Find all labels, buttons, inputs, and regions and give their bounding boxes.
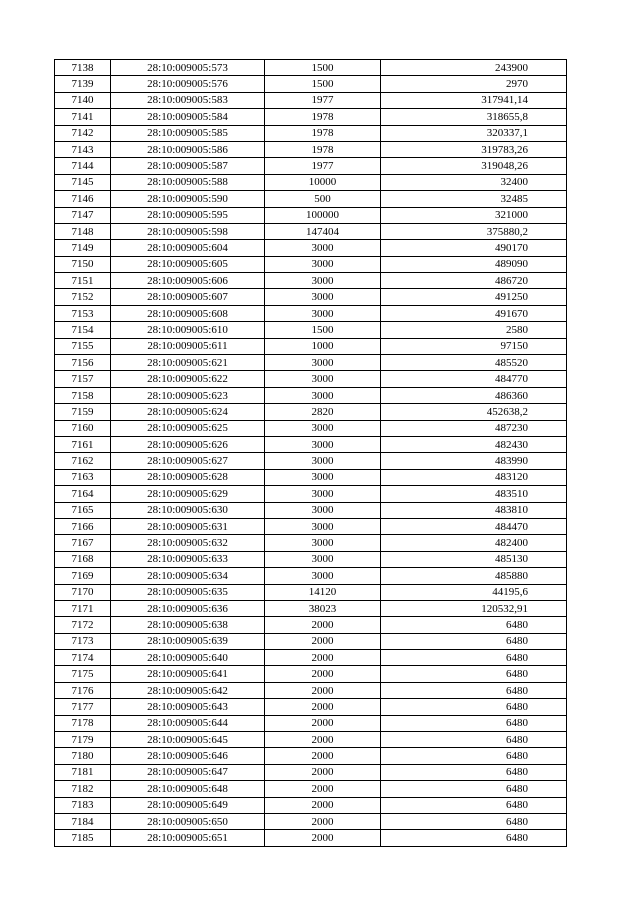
value-cell: 32485 [381, 191, 567, 207]
table-row [55, 732, 567, 748]
cadastral-number-cell: 28:10:009005:588 [111, 174, 265, 190]
cadastral-number-cell: 28:10:009005:632 [111, 535, 265, 551]
table-row [55, 92, 567, 108]
value-cell: 321000 [381, 207, 567, 223]
row-number-cell: 7144 [55, 158, 111, 174]
area-cell: 2000 [265, 781, 381, 797]
cadastral-number-cell: 28:10:009005:583 [111, 92, 265, 108]
row-number-cell: 7182 [55, 781, 111, 797]
value-cell: 483990 [381, 453, 567, 469]
table-row [55, 191, 567, 207]
table-row [55, 240, 567, 256]
area-cell: 2000 [265, 650, 381, 666]
cadastral-number-cell: 28:10:009005:598 [111, 223, 265, 239]
cadastral-number-cell: 28:10:009005:573 [111, 60, 265, 76]
table-row [55, 76, 567, 92]
value-cell: 6480 [381, 813, 567, 829]
value-cell: 320337,1 [381, 125, 567, 141]
row-number-cell: 7167 [55, 535, 111, 551]
cadastral-number-cell: 28:10:009005:638 [111, 617, 265, 633]
table-row [55, 371, 567, 387]
row-number-cell: 7143 [55, 141, 111, 157]
value-cell: 485880 [381, 568, 567, 584]
area-cell: 1500 [265, 60, 381, 76]
cadastral-number-cell: 28:10:009005:590 [111, 191, 265, 207]
value-cell: 6480 [381, 633, 567, 649]
table-row [55, 748, 567, 764]
row-number-cell: 7155 [55, 338, 111, 354]
table-row [55, 305, 567, 321]
row-number-cell: 7165 [55, 502, 111, 518]
row-number-cell: 7164 [55, 486, 111, 502]
value-cell: 32400 [381, 174, 567, 190]
table-row [55, 600, 567, 616]
row-number-cell: 7183 [55, 797, 111, 813]
cadastral-number-cell: 28:10:009005:651 [111, 830, 265, 846]
value-cell: 6480 [381, 732, 567, 748]
cadastral-number-cell: 28:10:009005:610 [111, 322, 265, 338]
value-cell: 6480 [381, 699, 567, 715]
row-number-cell: 7159 [55, 404, 111, 420]
table-row [55, 256, 567, 272]
row-number-cell: 7154 [55, 322, 111, 338]
area-cell: 1000 [265, 338, 381, 354]
cadastral-number-cell: 28:10:009005:640 [111, 650, 265, 666]
value-cell: 490170 [381, 240, 567, 256]
row-number-cell: 7140 [55, 92, 111, 108]
area-cell: 3000 [265, 273, 381, 289]
row-number-cell: 7148 [55, 223, 111, 239]
cadastral-number-cell: 28:10:009005:647 [111, 764, 265, 780]
table-row [55, 404, 567, 420]
value-cell: 452638,2 [381, 404, 567, 420]
cadastral-number-cell: 28:10:009005:644 [111, 715, 265, 731]
value-cell: 486360 [381, 387, 567, 403]
table-row [55, 338, 567, 354]
value-cell: 6480 [381, 748, 567, 764]
area-cell: 1500 [265, 322, 381, 338]
area-cell: 14120 [265, 584, 381, 600]
value-cell: 6480 [381, 682, 567, 698]
area-cell: 1977 [265, 158, 381, 174]
area-cell: 1978 [265, 141, 381, 157]
value-cell: 6480 [381, 781, 567, 797]
value-cell: 6480 [381, 617, 567, 633]
cadastral-number-cell: 28:10:009005:635 [111, 584, 265, 600]
cadastral-number-cell: 28:10:009005:628 [111, 469, 265, 485]
value-cell: 319783,26 [381, 141, 567, 157]
area-cell: 3000 [265, 469, 381, 485]
row-number-cell: 7158 [55, 387, 111, 403]
row-number-cell: 7181 [55, 764, 111, 780]
table-row [55, 387, 567, 403]
row-number-cell: 7160 [55, 420, 111, 436]
area-cell: 2000 [265, 732, 381, 748]
cadastral-number-cell: 28:10:009005:650 [111, 813, 265, 829]
data-table [54, 59, 567, 847]
value-cell: 482430 [381, 436, 567, 452]
area-cell: 3000 [265, 502, 381, 518]
cadastral-number-cell: 28:10:009005:636 [111, 600, 265, 616]
row-number-cell: 7166 [55, 518, 111, 534]
cadastral-number-cell: 28:10:009005:604 [111, 240, 265, 256]
row-number-cell: 7149 [55, 240, 111, 256]
area-cell: 3000 [265, 518, 381, 534]
area-cell: 3000 [265, 436, 381, 452]
area-cell: 3000 [265, 256, 381, 272]
table-row [55, 699, 567, 715]
area-cell: 3000 [265, 289, 381, 305]
value-cell: 484470 [381, 518, 567, 534]
row-number-cell: 7161 [55, 436, 111, 452]
row-number-cell: 7177 [55, 699, 111, 715]
table-row [55, 650, 567, 666]
area-cell: 1978 [265, 109, 381, 125]
row-number-cell: 7170 [55, 584, 111, 600]
value-cell: 6480 [381, 715, 567, 731]
table-row [55, 813, 567, 829]
value-cell: 486720 [381, 273, 567, 289]
table-row [55, 60, 567, 76]
cadastral-number-cell: 28:10:009005:649 [111, 797, 265, 813]
area-cell: 3000 [265, 355, 381, 371]
cadastral-number-cell: 28:10:009005:605 [111, 256, 265, 272]
area-cell: 2000 [265, 666, 381, 682]
row-number-cell: 7172 [55, 617, 111, 633]
row-number-cell: 7153 [55, 305, 111, 321]
area-cell: 2000 [265, 797, 381, 813]
row-number-cell: 7162 [55, 453, 111, 469]
row-number-cell: 7168 [55, 551, 111, 567]
area-cell: 3000 [265, 453, 381, 469]
value-cell: 2970 [381, 76, 567, 92]
value-cell: 2580 [381, 322, 567, 338]
cadastral-number-cell: 28:10:009005:648 [111, 781, 265, 797]
cadastral-number-cell: 28:10:009005:623 [111, 387, 265, 403]
table-row [55, 764, 567, 780]
table-row [55, 436, 567, 452]
cadastral-number-cell: 28:10:009005:587 [111, 158, 265, 174]
value-cell: 318655,8 [381, 109, 567, 125]
table-row [55, 633, 567, 649]
table-row [55, 453, 567, 469]
value-cell: 489090 [381, 256, 567, 272]
cadastral-number-cell: 28:10:009005:595 [111, 207, 265, 223]
area-cell: 3000 [265, 420, 381, 436]
table-row [55, 141, 567, 157]
value-cell: 491250 [381, 289, 567, 305]
table-row [55, 617, 567, 633]
value-cell: 6480 [381, 830, 567, 846]
value-cell: 243900 [381, 60, 567, 76]
value-cell: 317941,14 [381, 92, 567, 108]
table-row [55, 797, 567, 813]
cadastral-number-cell: 28:10:009005:625 [111, 420, 265, 436]
row-number-cell: 7185 [55, 830, 111, 846]
row-number-cell: 7175 [55, 666, 111, 682]
value-cell: 44195,6 [381, 584, 567, 600]
row-number-cell: 7184 [55, 813, 111, 829]
value-cell: 491670 [381, 305, 567, 321]
area-cell: 2000 [265, 830, 381, 846]
area-cell: 3000 [265, 387, 381, 403]
area-cell: 10000 [265, 174, 381, 190]
cadastral-number-cell: 28:10:009005:646 [111, 748, 265, 764]
row-number-cell: 7169 [55, 568, 111, 584]
cadastral-number-cell: 28:10:009005:624 [111, 404, 265, 420]
value-cell: 120532,91 [381, 600, 567, 616]
row-number-cell: 7171 [55, 600, 111, 616]
value-cell: 485130 [381, 551, 567, 567]
value-cell: 485520 [381, 355, 567, 371]
area-cell: 2000 [265, 682, 381, 698]
area-cell: 3000 [265, 305, 381, 321]
cadastral-number-cell: 28:10:009005:634 [111, 568, 265, 584]
cadastral-number-cell: 28:10:009005:626 [111, 436, 265, 452]
table-row [55, 551, 567, 567]
area-cell: 1978 [265, 125, 381, 141]
table-row [55, 207, 567, 223]
value-cell: 483810 [381, 502, 567, 518]
row-number-cell: 7173 [55, 633, 111, 649]
cadastral-number-cell: 28:10:009005:643 [111, 699, 265, 715]
value-cell: 97150 [381, 338, 567, 354]
value-cell: 482400 [381, 535, 567, 551]
table-row [55, 682, 567, 698]
table-row [55, 666, 567, 682]
value-cell: 6480 [381, 797, 567, 813]
area-cell: 3000 [265, 240, 381, 256]
cadastral-number-cell: 28:10:009005:611 [111, 338, 265, 354]
row-number-cell: 7178 [55, 715, 111, 731]
cadastral-number-cell: 28:10:009005:608 [111, 305, 265, 321]
row-number-cell: 7157 [55, 371, 111, 387]
area-cell: 3000 [265, 486, 381, 502]
table-row [55, 518, 567, 534]
area-cell: 500 [265, 191, 381, 207]
value-cell: 6480 [381, 650, 567, 666]
area-cell: 3000 [265, 551, 381, 567]
row-number-cell: 7156 [55, 355, 111, 371]
row-number-cell: 7146 [55, 191, 111, 207]
value-cell: 6480 [381, 764, 567, 780]
area-cell: 147404 [265, 223, 381, 239]
cadastral-number-cell: 28:10:009005:627 [111, 453, 265, 469]
row-number-cell: 7141 [55, 109, 111, 125]
table-row [55, 584, 567, 600]
area-cell: 2820 [265, 404, 381, 420]
row-number-cell: 7139 [55, 76, 111, 92]
row-number-cell: 7138 [55, 60, 111, 76]
table-row [55, 568, 567, 584]
row-number-cell: 7174 [55, 650, 111, 666]
cadastral-number-cell: 28:10:009005:576 [111, 76, 265, 92]
row-number-cell: 7176 [55, 682, 111, 698]
table-row [55, 420, 567, 436]
cadastral-number-cell: 28:10:009005:606 [111, 273, 265, 289]
area-cell: 2000 [265, 748, 381, 764]
row-number-cell: 7180 [55, 748, 111, 764]
value-cell: 375880,2 [381, 223, 567, 239]
table-body [55, 60, 567, 847]
table-row [55, 502, 567, 518]
cadastral-number-cell: 28:10:009005:622 [111, 371, 265, 387]
cadastral-number-cell: 28:10:009005:639 [111, 633, 265, 649]
table-row [55, 174, 567, 190]
value-cell: 483510 [381, 486, 567, 502]
cadastral-number-cell: 28:10:009005:642 [111, 682, 265, 698]
area-cell: 3000 [265, 371, 381, 387]
table-row [55, 322, 567, 338]
area-cell: 38023 [265, 600, 381, 616]
value-cell: 6480 [381, 666, 567, 682]
area-cell: 1977 [265, 92, 381, 108]
area-cell: 2000 [265, 699, 381, 715]
table-row [55, 715, 567, 731]
cadastral-number-cell: 28:10:009005:641 [111, 666, 265, 682]
area-cell: 1500 [265, 76, 381, 92]
table-row [55, 486, 567, 502]
table-row [55, 535, 567, 551]
table-row [55, 273, 567, 289]
area-cell: 3000 [265, 535, 381, 551]
row-number-cell: 7142 [55, 125, 111, 141]
row-number-cell: 7151 [55, 273, 111, 289]
table-row [55, 158, 567, 174]
cadastral-number-cell: 28:10:009005:586 [111, 141, 265, 157]
area-cell: 2000 [265, 764, 381, 780]
row-number-cell: 7145 [55, 174, 111, 190]
table-row [55, 289, 567, 305]
table-row [55, 355, 567, 371]
cadastral-number-cell: 28:10:009005:629 [111, 486, 265, 502]
table-row [55, 469, 567, 485]
area-cell: 2000 [265, 633, 381, 649]
table-row [55, 830, 567, 846]
area-cell: 100000 [265, 207, 381, 223]
table-row [55, 109, 567, 125]
row-number-cell: 7150 [55, 256, 111, 272]
value-cell: 319048,26 [381, 158, 567, 174]
table-row [55, 223, 567, 239]
table-row [55, 125, 567, 141]
area-cell: 2000 [265, 617, 381, 633]
value-cell: 484770 [381, 371, 567, 387]
area-cell: 2000 [265, 715, 381, 731]
cadastral-number-cell: 28:10:009005:585 [111, 125, 265, 141]
row-number-cell: 7179 [55, 732, 111, 748]
value-cell: 487230 [381, 420, 567, 436]
row-number-cell: 7147 [55, 207, 111, 223]
row-number-cell: 7152 [55, 289, 111, 305]
cadastral-number-cell: 28:10:009005:631 [111, 518, 265, 534]
cadastral-number-cell: 28:10:009005:607 [111, 289, 265, 305]
cadastral-number-cell: 28:10:009005:633 [111, 551, 265, 567]
area-cell: 2000 [265, 813, 381, 829]
row-number-cell: 7163 [55, 469, 111, 485]
cadastral-number-cell: 28:10:009005:584 [111, 109, 265, 125]
value-cell: 483120 [381, 469, 567, 485]
cadastral-number-cell: 28:10:009005:630 [111, 502, 265, 518]
cadastral-number-cell: 28:10:009005:645 [111, 732, 265, 748]
table-row [55, 781, 567, 797]
area-cell: 3000 [265, 568, 381, 584]
cadastral-number-cell: 28:10:009005:621 [111, 355, 265, 371]
